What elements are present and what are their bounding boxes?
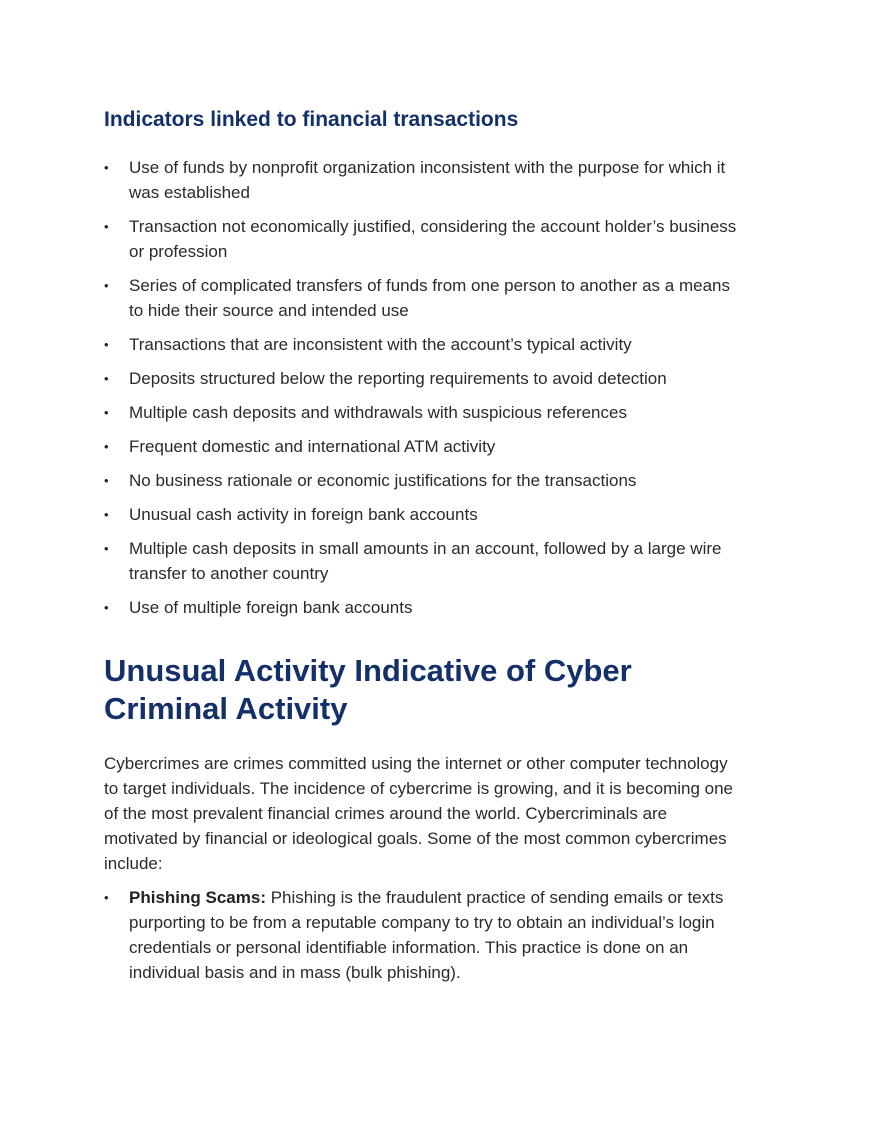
list-item [104,595,744,620]
list-item [104,468,744,493]
cyber-crime-list [104,885,744,994]
list-item-text: Use of funds by nonprofit organization inconsistent with the purpose for which it was established [129,158,726,202]
bullet-icon: • [104,541,109,556]
list-item [104,273,744,323]
list-item [104,214,744,264]
bullet-icon: • [104,371,109,386]
list-item-text: Frequent domestic and international ATM activity [129,437,496,456]
financial-indicators-list [104,155,744,629]
list-item-text: Deposits structured below the reporting requirements to avoid detection [129,369,667,388]
list-item-text: Phishing is the fraudulent practice of sending emails or texts purporting to be from a reputable company to try to obtain an individual’s login credentials or personal identifiable information. This practice is done on an individual basis and in mass (bulk phishing). [129,888,724,982]
list-item [104,502,744,527]
list-item [104,155,744,205]
bullet-icon: • [104,405,109,420]
list-item-text: Transactions that are inconsistent with the account’s typical activity [129,335,632,354]
bullet-icon: • [104,473,109,488]
bullet-icon: • [104,439,109,454]
list-item [104,536,744,586]
cyber-crime-intro-paragraph: Cybercrimes are crimes committed using the internet or other computer technology to target individuals. The incidence of cybercrime is growing, and it is becoming one of the most prevalent financial crimes around the world. Cybercriminals are motivated by financial or ideological goals. Some of the most common cybercrimes include: [104,754,734,873]
bullet-icon: • [104,507,109,522]
financial-indicators-heading: Indicators linked to financial transactions [104,108,519,131]
bullet-icon: • [104,278,109,293]
bullet-icon: • [104,600,109,615]
bullet-icon: • [104,890,109,905]
bullet-icon: • [104,337,109,352]
list-item [104,434,744,459]
list-item-text: Series of complicated transfers of funds from one person to another as a means to hide their source and intended use [129,276,730,320]
cyber-crime-heading: Unusual Activity Indicative of Cyber Criminal Activity [104,653,632,726]
list-item [104,366,744,391]
list-item-text: No business rationale or economic justifications for the transactions [129,471,637,490]
list-item [104,885,744,985]
list-item-text: Transaction not economically justified, considering the account holder’s business or profession [129,217,737,261]
bullet-icon: • [104,219,109,234]
list-item [104,400,744,425]
list-item-term: Phishing Scams: [129,888,266,907]
list-item-text: Multiple cash deposits and withdrawals with suspicious references [129,403,627,422]
list-item-text: Multiple cash deposits in small amounts in an account, followed by a large wire transfer to another country [129,539,722,583]
list-item [104,332,744,357]
list-item-text: Use of multiple foreign bank accounts [129,598,413,617]
bullet-icon: • [104,160,109,175]
list-item-text: Unusual cash activity in foreign bank accounts [129,505,478,524]
